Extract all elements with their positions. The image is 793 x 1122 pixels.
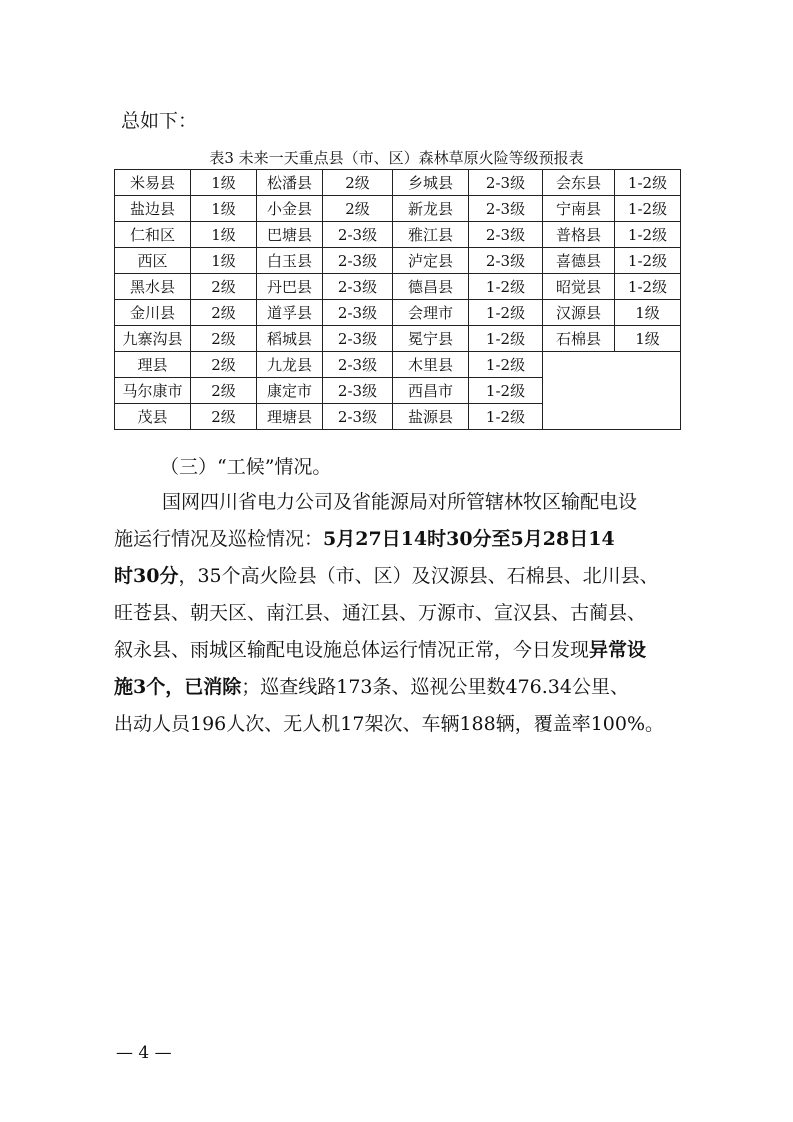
county-cell: 理塘县 (257, 404, 323, 430)
empty-cell (543, 378, 615, 404)
county-cell: 松潘县 (257, 170, 323, 196)
risk-level-cell: 2-3级 (469, 170, 543, 196)
risk-level-cell: 1-2级 (615, 222, 681, 248)
empty-cell (543, 352, 615, 378)
county-cell: 巴塘县 (257, 222, 323, 248)
risk-level-cell: 1-2级 (615, 196, 681, 222)
county-cell: 黑水县 (115, 274, 191, 300)
table-row (115, 300, 681, 326)
table-row (115, 248, 681, 274)
county-cell: 西区 (115, 248, 191, 274)
table-row (115, 274, 681, 300)
county-cell: 德昌县 (393, 274, 469, 300)
risk-level-cell: 2-3级 (323, 300, 393, 326)
county-cell: 汉源县 (543, 300, 615, 326)
risk-level-cell: 1-2级 (469, 326, 543, 352)
county-cell: 会东县 (543, 170, 615, 196)
risk-level-cell: 2-3级 (323, 404, 393, 430)
county-cell: 宁南县 (543, 196, 615, 222)
risk-level-cell: 1-2级 (469, 274, 543, 300)
risk-level-cell: 2-3级 (323, 248, 393, 274)
county-cell: 理县 (115, 352, 191, 378)
risk-level-cell: 2-3级 (323, 352, 393, 378)
risk-level-cell: 2级 (323, 196, 393, 222)
paragraph-line: 旺苍县、朝天区、南江县、通江县、万源市、宣汉县、古蔺县、 (114, 602, 647, 624)
county-cell: 雅江县 (393, 222, 469, 248)
county-cell: 乡城县 (393, 170, 469, 196)
county-cell: 喜德县 (543, 248, 615, 274)
paragraph-bold-text: 5月27日14时30分至5月28日14 (323, 528, 615, 550)
county-cell: 康定市 (257, 378, 323, 404)
section-heading: （三）“工候”情况。 (160, 456, 332, 478)
fire-risk-table (114, 169, 681, 430)
table-row (115, 326, 681, 352)
lead-text: 总如下： (121, 110, 198, 132)
paragraph-text: ，35个高火险县（市、区）及汉源县、石棉县、北川县、 (178, 565, 659, 587)
risk-level-cell: 1-2级 (469, 352, 543, 378)
empty-cell (615, 378, 681, 404)
risk-level-cell: 1级 (615, 300, 681, 326)
county-cell: 仁和区 (115, 222, 191, 248)
county-cell: 丹巴县 (257, 274, 323, 300)
county-cell: 普格县 (543, 222, 615, 248)
paragraph-text: ；巡查线路173条、巡视公里数476.34公里、 (241, 676, 629, 698)
risk-level-cell: 2级 (191, 326, 257, 352)
risk-level-cell: 1级 (191, 196, 257, 222)
table-row (115, 352, 681, 378)
county-cell: 泸定县 (393, 248, 469, 274)
county-cell: 会理市 (393, 300, 469, 326)
paragraph-line (114, 521, 684, 558)
county-cell: 木里县 (393, 352, 469, 378)
risk-level-cell: 2级 (323, 170, 393, 196)
risk-level-cell: 1-2级 (469, 404, 543, 430)
paragraph-line: 出动人员196人次、无人机17架次、车辆188辆，覆盖率100%。 (114, 713, 665, 735)
table-row (115, 196, 681, 222)
risk-level-cell: 2级 (191, 404, 257, 430)
risk-level-cell: 1-2级 (469, 378, 543, 404)
county-cell: 盐边县 (115, 196, 191, 222)
risk-level-cell: 1级 (191, 248, 257, 274)
risk-level-cell: 2-3级 (469, 248, 543, 274)
paragraph-line: 国网四川省电力公司及省能源局对所管辖林牧区输配电设 (162, 491, 638, 513)
paragraph-bold-text: 异常设 (589, 639, 647, 661)
county-cell: 昭觉县 (543, 274, 615, 300)
county-cell: 道孚县 (257, 300, 323, 326)
risk-level-cell: 1-2级 (469, 300, 543, 326)
empty-cell (615, 404, 681, 430)
paragraph-bold-text: 时30分 (114, 565, 179, 587)
risk-level-cell: 2-3级 (323, 274, 393, 300)
risk-level-cell: 1级 (191, 222, 257, 248)
county-cell: 西昌市 (393, 378, 469, 404)
county-cell: 茂县 (115, 404, 191, 430)
risk-level-cell: 2-3级 (323, 378, 393, 404)
table-caption: 表3 未来一天重点县（市、区）森林草原火险等级预报表 (209, 149, 584, 167)
risk-level-cell: 2-3级 (323, 222, 393, 248)
empty-cell (615, 352, 681, 378)
empty-cell (543, 404, 615, 430)
table-row (115, 404, 681, 430)
county-cell: 石棉县 (543, 326, 615, 352)
risk-level-cell: 2级 (191, 274, 257, 300)
county-cell: 稻城县 (257, 326, 323, 352)
body-paragraph (114, 484, 684, 743)
risk-level-cell: 1-2级 (615, 274, 681, 300)
table-row (115, 222, 681, 248)
risk-level-cell: 1级 (615, 326, 681, 352)
risk-level-cell: 1-2级 (615, 170, 681, 196)
county-cell: 金川县 (115, 300, 191, 326)
risk-level-cell: 2级 (191, 378, 257, 404)
paragraph-text: 施运行情况及巡检情况： (114, 528, 324, 550)
county-cell: 米易县 (115, 170, 191, 196)
page-number: — 4 — (116, 1043, 172, 1063)
county-cell: 新龙县 (393, 196, 469, 222)
risk-level-cell: 1-2级 (615, 248, 681, 274)
county-cell: 小金县 (257, 196, 323, 222)
risk-level-cell: 1级 (191, 170, 257, 196)
county-cell: 马尔康市 (115, 378, 191, 404)
county-cell: 白玉县 (257, 248, 323, 274)
table-row (115, 378, 681, 404)
risk-level-cell: 2-3级 (323, 326, 393, 352)
risk-level-cell: 2-3级 (469, 196, 543, 222)
county-cell: 九寨沟县 (115, 326, 191, 352)
paragraph-line (114, 558, 684, 595)
risk-level-cell: 2级 (191, 352, 257, 378)
paragraph-text: 叙永县、雨城区输配电设施总体运行情况正常，今日发现 (114, 639, 590, 661)
county-cell: 冕宁县 (393, 326, 469, 352)
paragraph-bold-text: 施3个，已消除 (114, 676, 242, 698)
paragraph-line (114, 669, 684, 706)
county-cell: 九龙县 (257, 352, 323, 378)
paragraph-line (114, 632, 684, 669)
risk-level-cell: 2-3级 (469, 222, 543, 248)
table-row (115, 170, 681, 196)
risk-level-cell: 2级 (191, 300, 257, 326)
county-cell: 盐源县 (393, 404, 469, 430)
